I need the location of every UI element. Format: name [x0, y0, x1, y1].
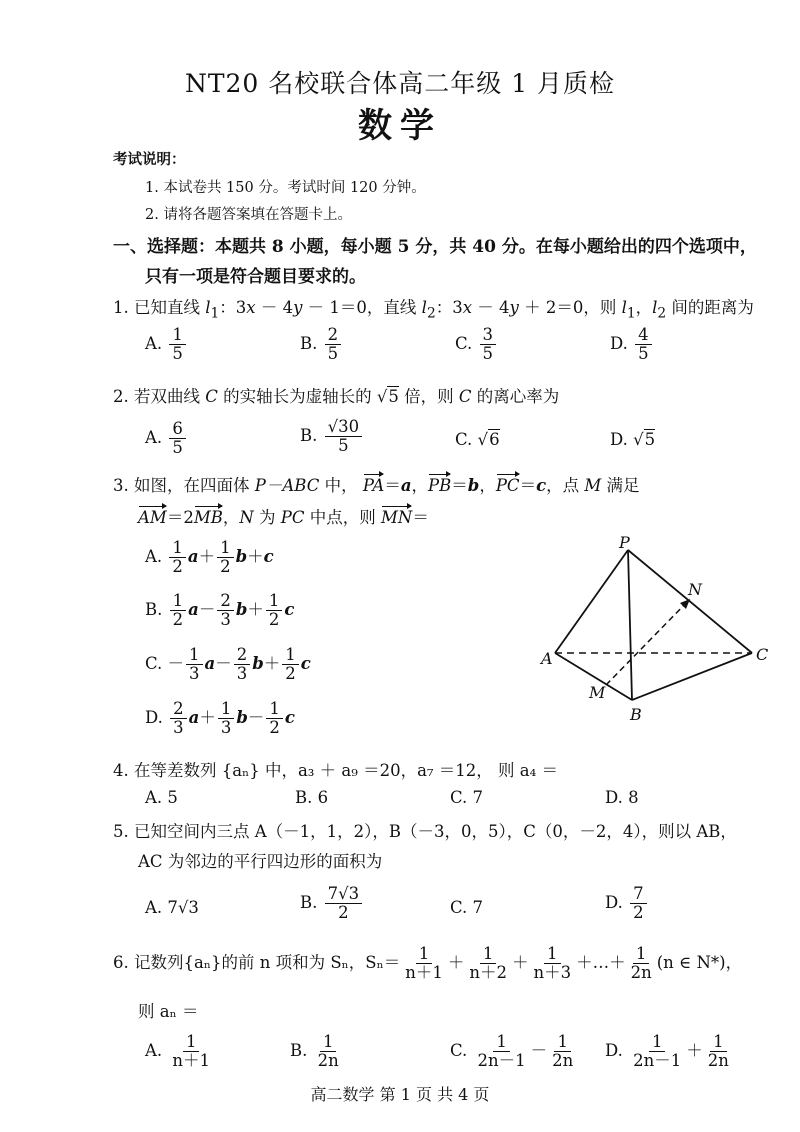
tetrahedron-figure	[530, 530, 780, 730]
notes-heading: 考试说明：	[113, 151, 186, 168]
q2-option-d: D. √5	[610, 430, 656, 449]
q5-option-d: D. $\frac{7}{2}$	[605, 885, 649, 922]
vector-pa: PA	[362, 476, 385, 495]
vector-pb: PB	[428, 476, 452, 495]
question-1: 1. 已知直线 $l_1$：3x － 4y － 1＝0，直线 $l_2$：3x － 4y ＋ 2＝0，则 $l_1$，$l_2$ 间的距离为	[113, 298, 754, 322]
vector-mn-dashed	[606, 599, 690, 685]
q3-option-c: C. － $\frac{1}{3}$ a－ $\frac{2}{3}$ b＋ $\frac{1}{2}$ c	[145, 645, 311, 684]
question-number: 1.	[113, 298, 129, 317]
q1-option-c: C. $\frac{3}{5}$	[455, 326, 498, 363]
q3-option-b: B. $\frac{1}{2}$ a－ $\frac{2}{3}$ b＋ $\frac{1}{2}$ c	[145, 591, 295, 630]
q4-option-d: D. 8	[605, 788, 639, 807]
q2-option-c: C. √6	[455, 430, 500, 449]
question-number: 2.	[113, 387, 129, 406]
vector-am: AM	[138, 508, 167, 527]
label-c: C	[756, 645, 769, 664]
edge-pb	[628, 550, 632, 700]
q5-option-c: C. 7	[450, 898, 484, 917]
question-5: 5. 已知空间内三点 A（－1，1，2），B（－3，0，5），C（0，－2，4），则以 AB，	[113, 822, 737, 841]
vector-mn: MN	[381, 508, 413, 527]
label-b: B	[630, 705, 642, 724]
note-item: 2. 请将各题答案填在答题卡上。	[145, 207, 352, 223]
q6-option-b: B. $\frac{1}{2n}$	[290, 1032, 339, 1071]
question-4: 4. 在等差数列 {aₙ} 中，a₃ ＋ a₉ ＝20，a₇ ＝12， 则 a₄ ＝	[113, 761, 558, 780]
section-heading-cont: 只有一项是符合题目要求的。	[145, 267, 366, 287]
question-3-cont: AM＝2MB，N 为 PC 中点，则 MN＝	[138, 508, 429, 527]
exam-title: NT20 名校联合体高二年级 1 月质检	[184, 69, 616, 98]
vector-mb: MB	[193, 508, 223, 527]
q1-option-d: D. $\frac{4}{5}$	[610, 326, 654, 363]
q1-option-b: B. $\frac{2}{5}$	[300, 326, 343, 363]
label-a: A	[541, 649, 553, 668]
q2-option-b: B. $\frac{√30}{5}$	[300, 418, 364, 455]
q1-option-a: A. $\frac{1}{5}$	[145, 326, 188, 363]
question-6-cont: 则 aₙ ＝	[138, 1002, 199, 1021]
edge-bc	[632, 653, 752, 700]
q6-option-a: A. $\frac{1}{n+1}$	[145, 1032, 211, 1071]
q3-option-a: A. $\frac{1}{2}$ a＋ $\frac{1}{2}$ b＋c	[145, 538, 274, 577]
label-m: M	[589, 683, 606, 702]
q3-option-d: D. $\frac{2}{3}$ a＋ $\frac{1}{3}$ b－ $\frac{1}{2}$ c	[145, 699, 295, 738]
q5-option-b: B. $\frac{7√3}{2}$	[300, 885, 364, 922]
label-p: P	[619, 533, 630, 552]
label-n: N	[688, 580, 702, 599]
q5-option-a: A. 7√3	[145, 898, 199, 917]
q4-option-a: A. 5	[145, 788, 178, 807]
page-footer: 高二数学 第 1 页 共 4 页	[310, 1085, 490, 1104]
q4-option-c: C. 7	[450, 788, 484, 807]
subject-title: 数学	[358, 106, 442, 146]
q4-option-b: B. 6	[295, 788, 329, 807]
section-heading: 一、选择题：本题共 8 小题，每小题 5 分，共 40 分。在每小题给出的四个选项中，	[113, 237, 757, 257]
edge-pc	[628, 550, 752, 653]
question-6: 6. 记数列{aₙ}的前 n 项和为 Sₙ，Sₙ＝ $\frac{1}{n+1}$ ＋ $\frac{1}{n+2}$ ＋ $\frac{1}{n+3}$ ＋…＋ $\frac{1}{2n}$ (n ∈ N*)，	[113, 944, 743, 983]
question-2: 2. 若双曲线 C 的实轴长为虚轴长的 √5 倍，则 C 的离心率为	[113, 387, 560, 406]
q2-option-a: A. $\frac{6}{5}$	[145, 420, 188, 457]
question-3: 3. 如图，在四面体 P－ABC 中， PA＝a，PB＝b，PC＝c，点 M 满足	[113, 476, 640, 495]
arrowhead-n	[680, 599, 690, 609]
vector-pc: PC	[495, 476, 520, 495]
edge-pa	[555, 550, 628, 653]
q6-option-d: D. $\frac{1}{2n-1}$ ＋ $\frac{1}{2n}$	[605, 1032, 729, 1071]
note-item: 1. 本试卷共 150 分。考试时间 120 分钟。	[145, 180, 426, 196]
q6-option-c: C. $\frac{1}{2n-1}$ － $\frac{1}{2n}$	[450, 1032, 574, 1071]
question-5-cont: AC 为邻边的平行四边形的面积为	[138, 852, 383, 871]
question-number: 3.	[113, 476, 129, 495]
